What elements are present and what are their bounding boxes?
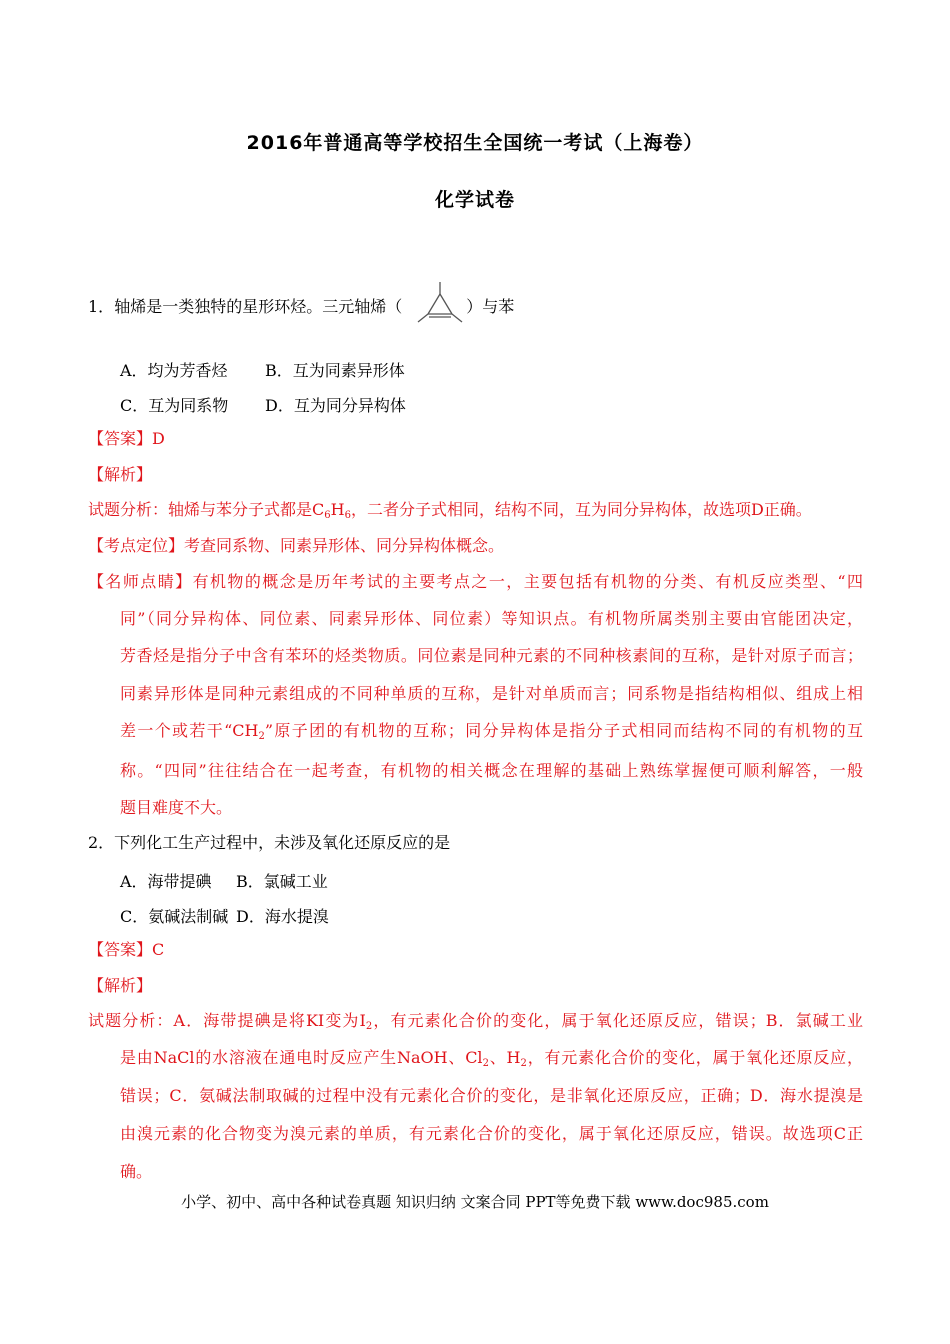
q1-analysis-label: 【解析】	[88, 465, 153, 484]
exam-title: 2016年普通高等学校招生全国统一考试（上海卷）	[246, 132, 704, 154]
q1-analysis-a: 试题分析：轴烯与苯分子式都是C	[88, 500, 325, 519]
q2-analysis-line-2-b: 、H	[488, 1048, 521, 1067]
exam-subtitle: 化学试卷	[434, 189, 515, 211]
q1-dianjing-line-5-b: ”原子团的有机物的互称；同分异构体是指分子式相同而结构不同的有机物的互	[264, 721, 863, 740]
q2-answer: 【答案】C	[88, 940, 165, 959]
q1-option-d: D．互为同分异构体	[265, 396, 406, 415]
q2-option-c: C．氨碱法制碱	[120, 907, 229, 926]
q1-dianjing-line-5-sub: 2	[258, 731, 265, 742]
q1-stem-text-b: ）与苯	[466, 297, 515, 316]
q1-dianjing-line-1: 【名师点睛】有机物的概念是历年考试的主要考点之一，主要包括有机物的分类、有机反应类型、“四	[88, 572, 863, 591]
q1-option-c: C．互为同系物	[120, 396, 229, 415]
radialene-structure-icon	[414, 280, 466, 330]
q2-stem: 2．下列化工生产过程中，未涉及氧化还原反应的是	[88, 833, 451, 852]
q1-dianjing-line-2: 同”（同分异构体、同位素、同素异形体、同位素）等知识点。有机物所属类别主要由官能团决定，	[120, 609, 863, 628]
q1-analysis-b: H	[330, 500, 345, 519]
q1-analysis	[88, 499, 812, 521]
q2-option-a: A．海带提碘	[120, 872, 212, 891]
q2-option-d: D．海水提溴	[236, 907, 329, 926]
q1-number: 1．	[88, 297, 115, 316]
q1-dianjing-line-6: 称。“四同”往往结合在一起考查，有机物的相关概念在理解的基础上熟练掌握便可顺利解答，一般	[120, 761, 863, 780]
q1-analysis-sub1: 6	[324, 510, 331, 521]
q1-option-b: B．互为同素异形体	[265, 361, 405, 380]
q1-dianjing-line-5-a: 差一个或若干“CH	[120, 721, 259, 740]
q2-analysis-line-2	[120, 1047, 863, 1069]
q2-analysis-line-2-a: 是由NaCl的水溶液在通电时反应产生NaOH、Cl	[120, 1048, 483, 1067]
q1-dianjing-line-3: 芳香烃是指分子中含有苯环的烃类物质。同位素是同种元素的不同种核素间的互称，是针对原子而言；	[120, 646, 863, 665]
q2-analysis-label: 【解析】	[88, 976, 153, 995]
q2-analysis-line-3: 错误；C．氨碱法制取碱的过程中没有元素化合价的变化，是非氧化还原反应，正确；D．海水提溴是	[120, 1086, 863, 1105]
q1-analysis-c: ，二者分子式相同，结构不同，互为同分异构体，故选项D正确。	[350, 500, 812, 519]
page-footer: 小学、初中、高中各种试卷真题 知识归纳 文案合同 PPT等免费下载 www.doc985.com	[181, 1193, 769, 1211]
q2-analysis-line-4: 由溴元素的化合物变为溴元素的单质，有元素化合价的变化，属于氧化还原反应，错误。故选项C正	[120, 1124, 863, 1143]
q2-option-b: B．氯碱工业	[236, 872, 328, 891]
q1-option-a: A．均为芳香烃	[120, 361, 228, 380]
q2-analysis-line-1	[88, 1010, 863, 1032]
q2-analysis-line-1-a: 试题分析：A．海带提碘是将KI变为I	[88, 1011, 366, 1030]
q2-analysis-line-2-sub1: 2	[482, 1058, 489, 1069]
q2-analysis-line-2-sub2: 2	[520, 1058, 527, 1069]
q2-analysis-line-5: 确。	[120, 1162, 153, 1181]
q1-kaodian: 【考点定位】考查同系物、同素异形体、同分异构体概念。	[88, 536, 505, 555]
q1-dianjing-line-7: 题目难度不大。	[120, 798, 233, 817]
q1-dianjing-line-4: 同素异形体是同种元素组成的不同种单质的互称，是针对单质而言；同系物是指结构相似、组成上相	[120, 684, 863, 703]
q1-stem-text-a: 轴烯是一类独特的星形环烃。三元轴烯（	[114, 297, 403, 316]
q1-answer: 【答案】D	[88, 429, 165, 448]
q2-analysis-line-1-b: ，有元素化合价的变化，属于氧化还原反应，错误；B．氯碱工业	[372, 1011, 863, 1030]
q1-dianjing-line-5	[120, 720, 863, 742]
q2-analysis-line-2-c: ，有元素化合价的变化，属于氧化还原反应，	[526, 1048, 863, 1067]
q1-analysis-sub2: 6	[344, 510, 351, 521]
q2-analysis-line-1-sub: 2	[365, 1021, 373, 1032]
